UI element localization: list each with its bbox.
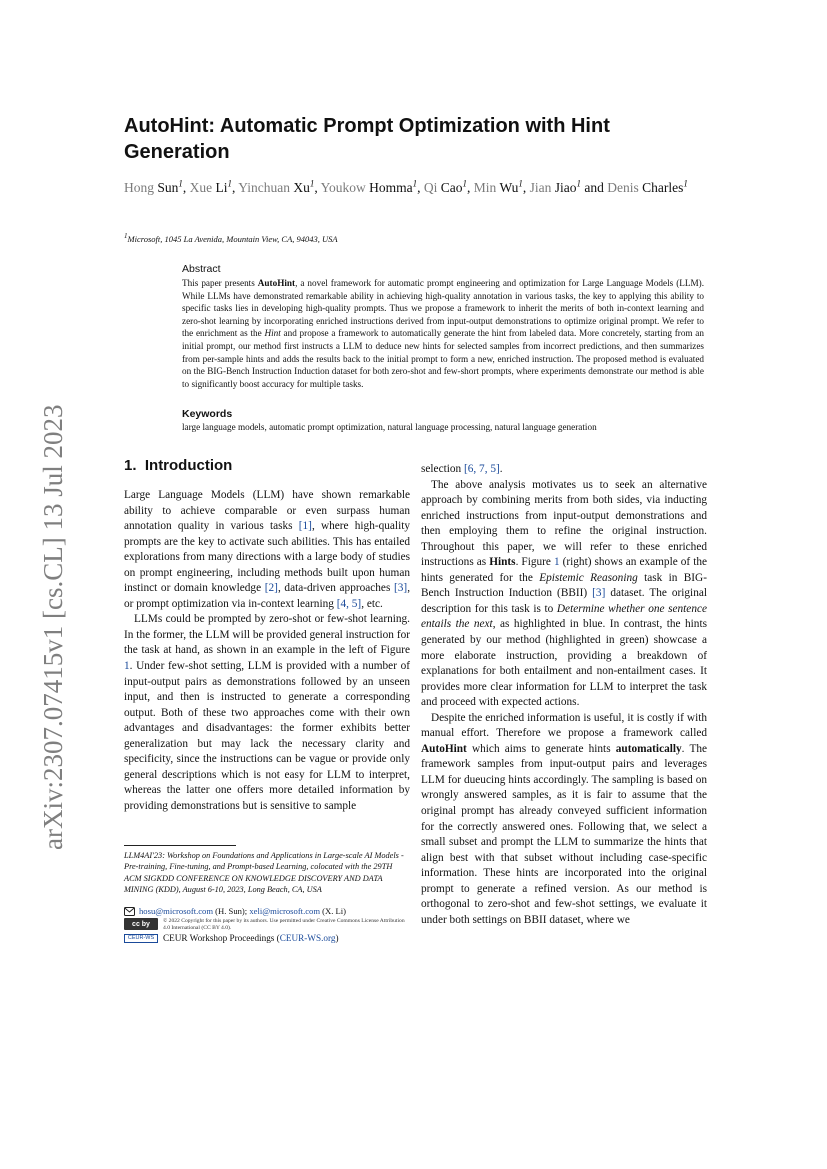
para-italic: Epistemic Reasoning: [539, 571, 638, 584]
email-owner: (H. Sun);: [213, 906, 250, 916]
author-last-name: Homma: [369, 180, 413, 195]
para-text: The above analysis motivates us to seek an alternative approach by combining merits from both sides, via inducting enriched instructions from input-output demonstrations and then employing them to refine the original instruction. Throughout this paper, we will refer to these enriched instructions as: [421, 478, 707, 569]
ceur-logo: CEUR-WS: [124, 934, 158, 943]
author-last-name: Jiao: [554, 180, 577, 195]
author-first-name: Min: [473, 180, 497, 195]
citation-link[interactable]: [3]: [592, 587, 606, 600]
arxiv-stamp-text: arXiv:2307.07415v1 [cs.CL] 13 Jul 2023: [38, 404, 68, 850]
author-last-name: Xu: [293, 180, 310, 195]
para-bold: Hints: [489, 556, 516, 569]
author-separator: ,: [522, 180, 527, 195]
para-text: , where high-quality prompts are the key to activate such abilities. This has entailed explorations from many directions with a large body of studies on prompt engineering, including methods built upon human instinct or domain knowledge: [124, 520, 410, 595]
author-affil-sup: 1: [518, 178, 523, 189]
paper-title: AutoHint: Automatic Prompt Optimization with Hint Generation: [124, 115, 610, 163]
author-last-name: Sun: [157, 180, 179, 195]
para-text: . Under few-shot setting, LLM is provided with a number of input-output pairs as demonstrations followed by an unseen input, and then is instructed to generate a corresponding output. Both of these two approaches come with their own advantages and disadvantages: the former exhibits better generalization but may lack the necessary clarity and specificity, since the instructions can be vague or provide only general descriptions which is not easy for LLM to interpret, whereas the latter one offers more detailed information by providing demonstrations but is sensitive to sample: [124, 660, 410, 812]
section-title: Introduction: [144, 457, 233, 474]
figure-link[interactable]: 1: [553, 556, 560, 569]
abstract-bold: AutoHint: [257, 278, 296, 288]
author-affil-sup: 1: [683, 178, 688, 189]
ceur-text: ): [335, 933, 339, 943]
paragraph: [421, 711, 707, 929]
affiliation-text: Microsoft, 1045 La Avenida, Mountain View, CA, 94043, USA: [127, 233, 338, 244]
ceur-text: CEUR Workshop Proceedings (: [163, 933, 280, 943]
email-owner: (X. Li): [320, 906, 347, 916]
paragraph: [421, 462, 707, 478]
para-text: , as highlighted in blue. In contrast, the hints generated by our method (highlighted in green) showcase a more elaborate instruction, providing a breakdown of explanations for both entailment and non-entailment cases. It provides more clear information for LLM to interpret the task and proceed with expected actions.: [421, 618, 707, 709]
paragraph: [124, 612, 410, 814]
ceur-link[interactable]: CEUR-WS.org: [279, 933, 336, 943]
author-first-name: Qi: [423, 180, 438, 195]
abstract-text: , a novel framework for automatic prompt engineering and optimization for Large Language Models (LLM). While LLMs have demonstrated remarkable ability in achieving high-quality annotation in various tasks, the key to applying this ability to specific tasks lies in developing high-quality prompts. Thus we propose a framework to inherit the merits of both in-context learning and zero-shot learning by incorporating enriched instructions derived from input-output demonstrations to optimize original prompt. We refer to the enrichment as the: [182, 278, 705, 339]
author: [474, 180, 526, 195]
author: [124, 180, 186, 195]
author-separator: and: [581, 180, 604, 195]
author: [238, 180, 318, 195]
paragraph: [124, 488, 410, 612]
keywords: [182, 408, 704, 432]
footnote-rule: [124, 845, 236, 846]
abstract-body: [182, 277, 704, 390]
para-text: . Figure: [515, 556, 554, 569]
citation-link[interactable]: [3]: [394, 582, 408, 595]
para-text: selection: [421, 463, 464, 475]
affiliation-sup: 1: [124, 232, 128, 240]
citation-link[interactable]: [6, 7, 5]: [463, 463, 500, 475]
abstract: [182, 263, 704, 390]
arxiv-stamp: [18, 380, 78, 860]
citation-link[interactable]: [1]: [298, 520, 312, 533]
citation-link[interactable]: [2]: [264, 582, 278, 595]
citation-link[interactable]: [4, 5]: [336, 597, 362, 610]
author-affil-sup: 1: [412, 178, 418, 189]
author-affil-sup: 1: [462, 178, 468, 189]
para-bold: AutoHint: [421, 742, 467, 755]
author-last-name: Li: [215, 180, 228, 195]
paragraph: [421, 478, 707, 711]
abstract-text: and propose a framework to automatically generate the hint from labeled data. More concretely, starting from an initial prompt, our method first instructs a LLM to deduce new hints for selected samples from incorrect predictions, and then summarizes from per-sample hints and adds the results back to the initial prompt to form a new, enriched instruction. The proposed method is evaluated on the BIG-Bench Instruction Induction dataset for both zero-shot and few-short prompts, where experiments demonstrate our method is able to significantly boost accuracy for multiple tasks.: [182, 328, 704, 389]
author-list: [124, 178, 704, 197]
keywords-heading: Keywords: [182, 408, 233, 420]
keywords-text: large language models, automatic prompt optimization, natural language processing, natural language generation: [182, 422, 597, 432]
right-column: [421, 462, 707, 928]
para-text: task in BIG-Bench Instruction Induction (BBII): [421, 571, 707, 600]
section-heading: [124, 457, 410, 474]
ceur-line: [124, 933, 424, 943]
para-text: dataset. The original description for this task is to: [421, 587, 707, 615]
para-text: (right) shows an example of the hints generated for the: [421, 556, 707, 584]
para-text: Large Language Models (LLM) have shown remarkable ability to achieve comparable or even surpass human annotation quality in various tasks: [124, 489, 410, 533]
author-separator: ,: [467, 180, 471, 195]
para-text: , or prompt optimization via in-context learning: [124, 582, 411, 610]
author: [530, 180, 604, 195]
para-text: LLMs could be prompted by zero-shot or few-shot learning. In the former, the LLM will be provided general instruction for the task at hand, as shown in an example in the left of Figure: [124, 613, 410, 657]
section-number: 1.: [124, 457, 137, 474]
abstract-text: This paper presents: [182, 278, 258, 288]
author-separator: ,: [232, 180, 236, 195]
email-line: [124, 906, 424, 916]
affiliation: [124, 232, 684, 244]
author-last-name: Charles: [642, 180, 684, 195]
author: [607, 180, 688, 195]
author-affil-sup: 1: [227, 178, 233, 189]
author-affil-sup: 1: [309, 178, 315, 189]
author: [190, 180, 236, 195]
author-separator: ,: [314, 180, 318, 195]
para-text: Despite the enriched information is useful, it is costly if with manual effort. Therefore we propose a framework called: [421, 711, 707, 740]
footnote: LLM4AI'23: Workshop on Foundations and Applications in Large-scale AI Models -Pre-training, Fine-tuning, and Prompt-based Learning, colocated with the 29TH ACM SIGKDD CONFERENCE ON KNOWLEDGE DISCOVERY AND DATA MINING (KDD), August 6-10, 2023, Long Beach, CA, USA: [124, 851, 404, 895]
author-separator: ,: [182, 180, 187, 195]
author-affil-sup: 1: [178, 178, 183, 189]
author-affil-sup: 1: [576, 178, 582, 189]
abstract-italic: Hint: [264, 328, 281, 339]
cc-license-badge: cc by: [124, 918, 158, 930]
author-separator: ,: [417, 180, 421, 195]
author-last-name: Wu: [499, 180, 519, 195]
license-text: © 2022 Copyright for this paper by its authors. Use permitted under Creative Commons License Attribution 4.0 International (CC BY 4.0).: [163, 918, 405, 931]
author-first-name: Xue: [189, 180, 213, 195]
para-italic: Determine whether one sentence entails the next: [421, 602, 708, 631]
email-link[interactable]: xeli@microsoft.com: [249, 906, 321, 916]
left-column: [124, 457, 410, 814]
abstract-heading: Abstract: [182, 263, 221, 275]
para-text: , etc.: [361, 597, 383, 610]
author-first-name: Hong: [124, 180, 154, 195]
para-text: .: [499, 463, 503, 475]
author-first-name: Yinchuan: [238, 180, 291, 195]
para-bold: automatically: [615, 742, 682, 755]
author-first-name: Jian: [529, 180, 552, 195]
para-text: , data-driven approaches: [277, 582, 394, 595]
email-link[interactable]: hosu@microsoft.com: [139, 906, 214, 916]
author-first-name: Denis: [607, 180, 639, 195]
author-first-name: Youkow: [320, 180, 366, 195]
license-line: [124, 918, 424, 932]
para-text: . The framework samples from input-output pairs and leverages LLM for dueucing hints accordingly. The sampling is based on wrongly answered samples, as it is fair to assume that the original prompt has already conveyed sufficient information for the correctly answered ones. Following that, we select a small subset and prompt the LLM to summarize the hints that align best with that subset without including case-specific information. These hints are incorporated into the original prompt to generate a refined version. As our method is orthogonal to zero-shot and few-shot settings, we evaluate it under both settings on BBII dataset, where we: [421, 742, 708, 926]
author: [424, 180, 471, 195]
envelope-icon: [124, 907, 135, 916]
figure-link[interactable]: 1: [124, 660, 130, 673]
author-last-name: Cao: [440, 180, 463, 195]
author: [321, 180, 421, 195]
para-text: which aims to generate hints: [466, 742, 616, 755]
